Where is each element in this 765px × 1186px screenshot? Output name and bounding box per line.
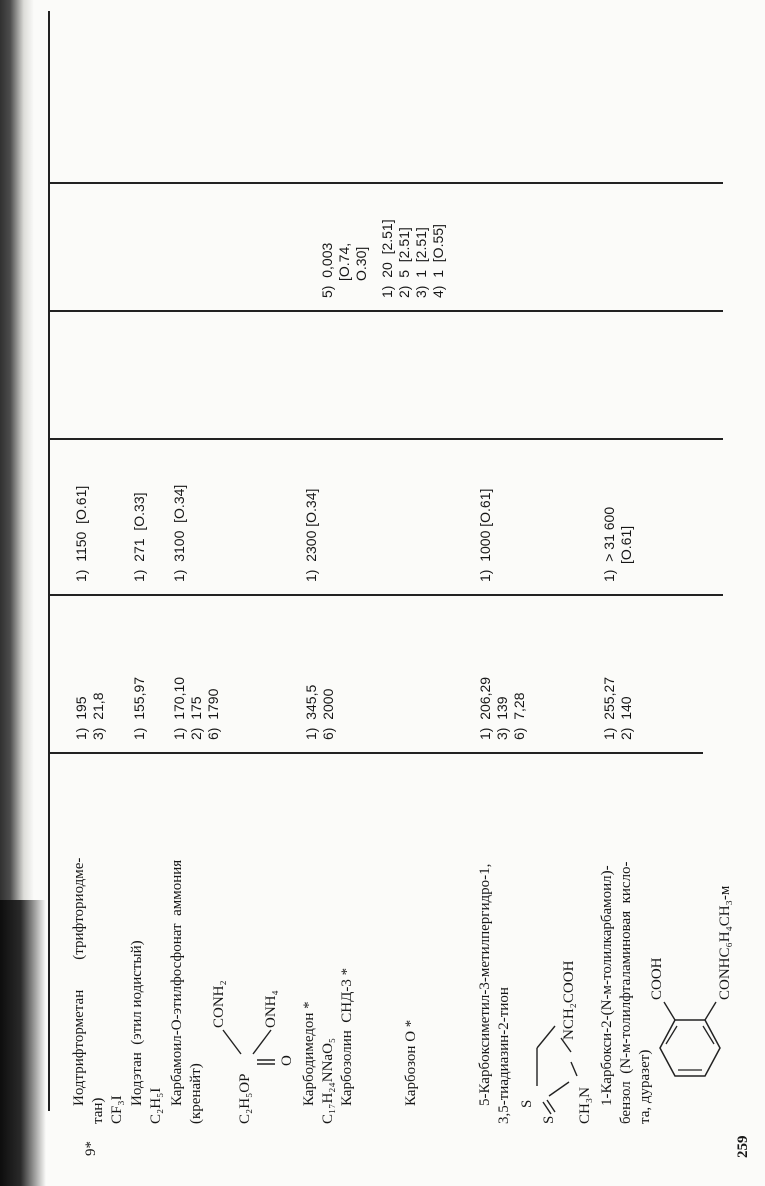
signature-mark: 9*: [83, 1141, 99, 1156]
thiadiazine-structure: [515, 846, 595, 1126]
page-number: 259: [735, 1135, 751, 1158]
table-top-rule: [48, 11, 50, 1111]
row8-col1-1: 1) 255,27: [601, 676, 617, 740]
row2-formula: C₂H₅I: [148, 1087, 164, 1124]
thiadiazine-s-ring: S: [519, 1099, 535, 1108]
row4-col1-1: 1) 345,5: [303, 684, 319, 740]
row6-col4-4: 4) 1 [O.55]: [430, 224, 446, 298]
row1-col1-1: 1) 195: [73, 696, 89, 740]
row3-col2-1: 1) 3100 [O.34]: [171, 484, 187, 582]
row3-name-line1: Карбамоил-О-этилфосфонат аммония: [169, 859, 185, 1106]
row3-col1-3: 6) 1790: [205, 688, 221, 740]
krenite-oxo: O: [279, 1055, 295, 1066]
col-divider-4: [48, 310, 723, 312]
row7-col1-3: 6) 7,28: [511, 692, 527, 740]
row5-col4-1: 5) 0,003: [319, 242, 335, 298]
durazet-cooh: COOH: [649, 957, 665, 1000]
krenite-onh4: ONH₄: [263, 990, 279, 1028]
row2-col2-1: 1) 271 [O.33]: [131, 492, 147, 582]
row4-formula: C₁₇H₂₄NNaO₅: [320, 1037, 336, 1124]
row6-col4-3: 3) 1 [2.51]: [413, 227, 429, 298]
col-divider-3: [48, 438, 723, 440]
durazet-amide: CONHC₆H₄CH₃-м: [717, 885, 733, 1000]
row4-col2-1: 1) 2300 [O.34]: [303, 488, 319, 582]
row8-col2-2: [O.61]: [618, 525, 634, 564]
row1-formula: CF₃I: [109, 1095, 125, 1124]
row3-col1-2: 2) 175: [188, 696, 204, 740]
row6-name: Карбозон О *: [403, 1019, 419, 1106]
row6-col4-1: 1) 20 [2.51]: [379, 219, 395, 298]
row1-name-line1: Иодтрифторметан (трифториодме-: [71, 857, 87, 1106]
row1-name-line2: тан): [90, 1097, 106, 1124]
row4-name: Карбодимедон *: [301, 1001, 317, 1106]
row7-name-line2: 3,5-тиадиазин-2-тион: [496, 987, 512, 1124]
row3-name-line2: (кренайт): [188, 1063, 204, 1124]
col-divider-1: [48, 752, 703, 754]
row2-name: Иодэтан (этил иодистый): [129, 940, 145, 1106]
row7-col1-2: 3) 139: [494, 696, 510, 740]
col-divider-2: [48, 594, 723, 596]
row7-name-line1: 5-Карбоксиметил-3-метилпергидро-1,: [477, 863, 493, 1106]
row8-col2-1: 1) > 31 600: [601, 506, 617, 582]
row6-col4-2: 2) 5 [2.51]: [396, 227, 412, 298]
thiadiazine-n-acid: NCH₂COOH: [561, 960, 577, 1040]
krenite-conh2: CONH₂: [211, 980, 227, 1028]
row8-col1-2: 2) 140: [618, 696, 634, 740]
row7-col1-1: 1) 206,29: [477, 676, 493, 740]
row7-col2-1: 1) 1000 [O.61]: [477, 488, 493, 582]
row3-col1-1: 1) 170,10: [171, 676, 187, 740]
row8-name-line3: та, дуразет): [637, 1049, 653, 1124]
row5-col4-2: [O.74,: [336, 242, 352, 281]
row2-col1-1: 1) 155,97: [131, 676, 147, 740]
krenite-left: C₂H₅OP: [237, 1073, 253, 1124]
row5-col4-3: O.30]: [353, 246, 369, 281]
col-divider-5: [48, 182, 723, 184]
thiadiazine-s-exo: S: [541, 1115, 557, 1124]
row4-col1-2: 6) 2000: [320, 688, 336, 740]
row8-name-line2: бензол (N-м-толилфталаминовая кисло-: [618, 861, 634, 1124]
thiadiazine-n-me: CH₃N: [577, 1087, 593, 1124]
row1-col1-2: 3) 21,8: [90, 692, 106, 740]
row1-col2-1: 1) 1150 [O.61]: [73, 485, 89, 582]
row8-name-line1: 1-Карбокси-2-(N-м-толилкарбамоил)-: [599, 865, 615, 1106]
row5-name: Карбозолин СНД-3 *: [339, 967, 355, 1106]
